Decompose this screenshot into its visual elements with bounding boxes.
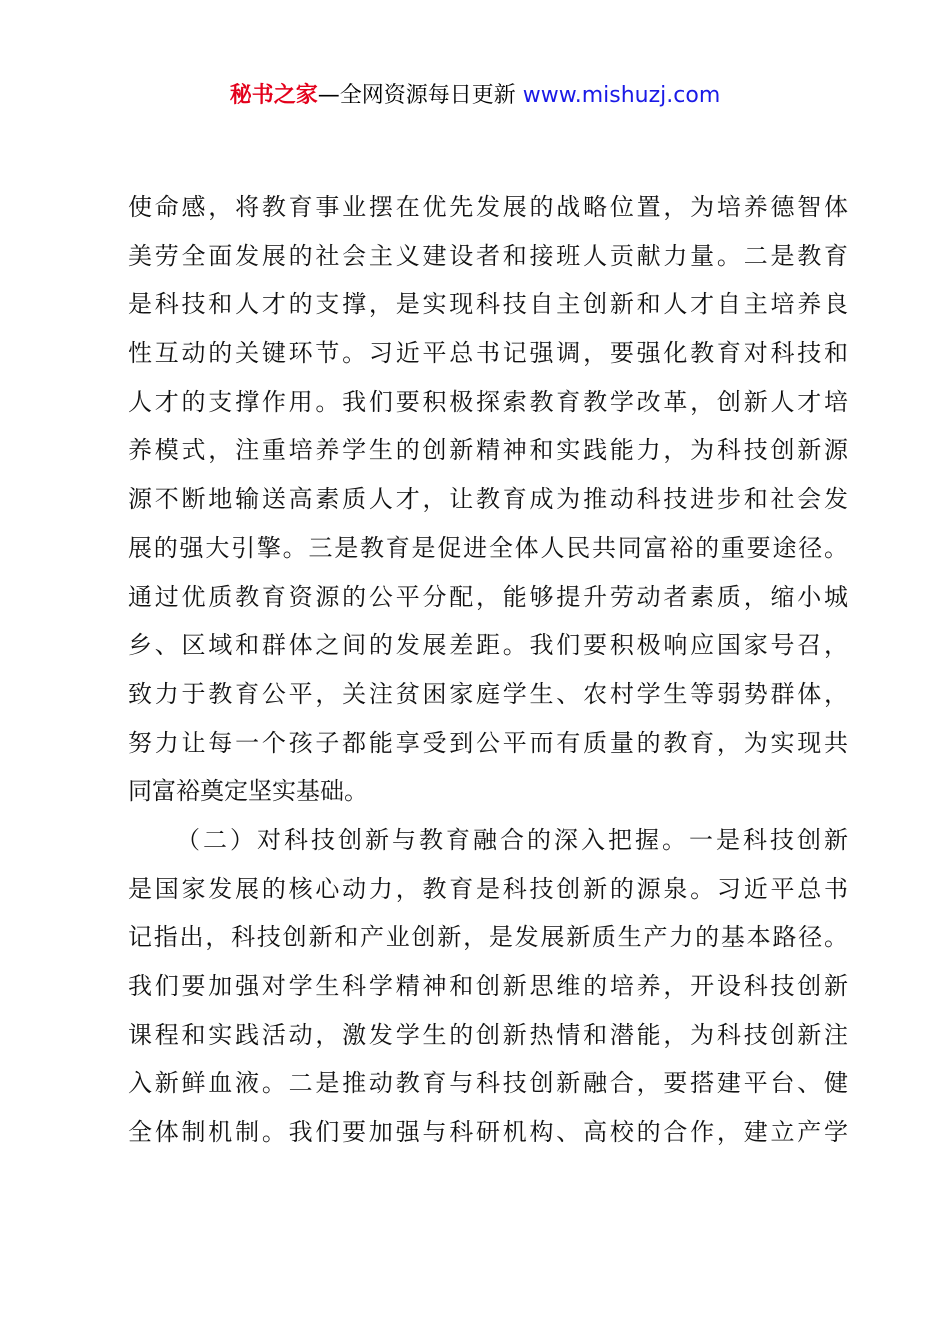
paragraph-1	[128, 183, 848, 816]
text-line: 源不断地输送高素质人才，让教育成为推动科技进步和社会发	[128, 485, 848, 514]
site-header	[0, 80, 950, 112]
text-line: 美劳全面发展的社会主义建设者和接班人贡献力量。二是教育	[128, 241, 848, 270]
text-line: 我们要加强对学生科学精神和创新思维的培养，开设科技创新	[128, 972, 848, 1000]
site-url-link[interactable]: www.mishuzj.com	[522, 83, 721, 108]
document-body	[128, 183, 848, 1157]
text-line: 同富裕奠定坚实基础。	[128, 777, 368, 806]
text-line: 性互动的关键环节。习近平总书记强调，要强化教育对科技和	[128, 339, 848, 368]
paragraph-2	[128, 816, 848, 1157]
text-line: 入新鲜血液。二是推动教育与科技创新融合，要搭建平台、健	[128, 1069, 848, 1098]
text-line: 通过优质教育资源的公平分配，能够提升劳动者素质，缩小城	[128, 582, 848, 611]
site-brand: 秘书之家	[229, 83, 318, 108]
text-line: 全体制机制。我们要加强与科研机构、高校的合作，建立产学	[128, 1118, 848, 1147]
text-line: 展的强大引擎。三是教育是促进全体人民共同富裕的重要途径。	[128, 533, 848, 562]
text-line: 致力于教育公平，关注贫困家庭学生、农村学生等弱势群体，	[128, 679, 848, 708]
text-line: 是科技和人才的支撑，是实现科技自主创新和人才自主培养良	[128, 290, 848, 319]
text-line: 使命感，将教育事业摆在优先发展的战略位置，为培养德智体	[128, 193, 848, 221]
text-line: 努力让每一个孩子都能享受到公平而有质量的教育，为实现共	[128, 728, 848, 757]
text-line: 人才的支撑作用。我们要积极探索教育教学改革，创新人才培	[128, 387, 848, 416]
text-line: （二）对科技创新与教育融合的深入把握。一是科技创新	[176, 825, 848, 854]
site-tagline: —全网资源每日更新	[317, 83, 516, 108]
text-line: 养模式，注重培养学生的创新精神和实践能力，为科技创新源	[128, 436, 848, 465]
text-line: 课程和实践活动，激发学生的创新热情和潜能，为科技创新注	[128, 1020, 848, 1049]
text-line: 记指出，科技创新和产业创新，是发展新质生产力的基本路径。	[128, 923, 848, 952]
text-line: 乡、区域和群体之间的发展差距。我们要积极响应国家号召，	[128, 631, 848, 660]
text-line: 是国家发展的核心动力，教育是科技创新的源泉。习近平总书	[128, 874, 848, 903]
